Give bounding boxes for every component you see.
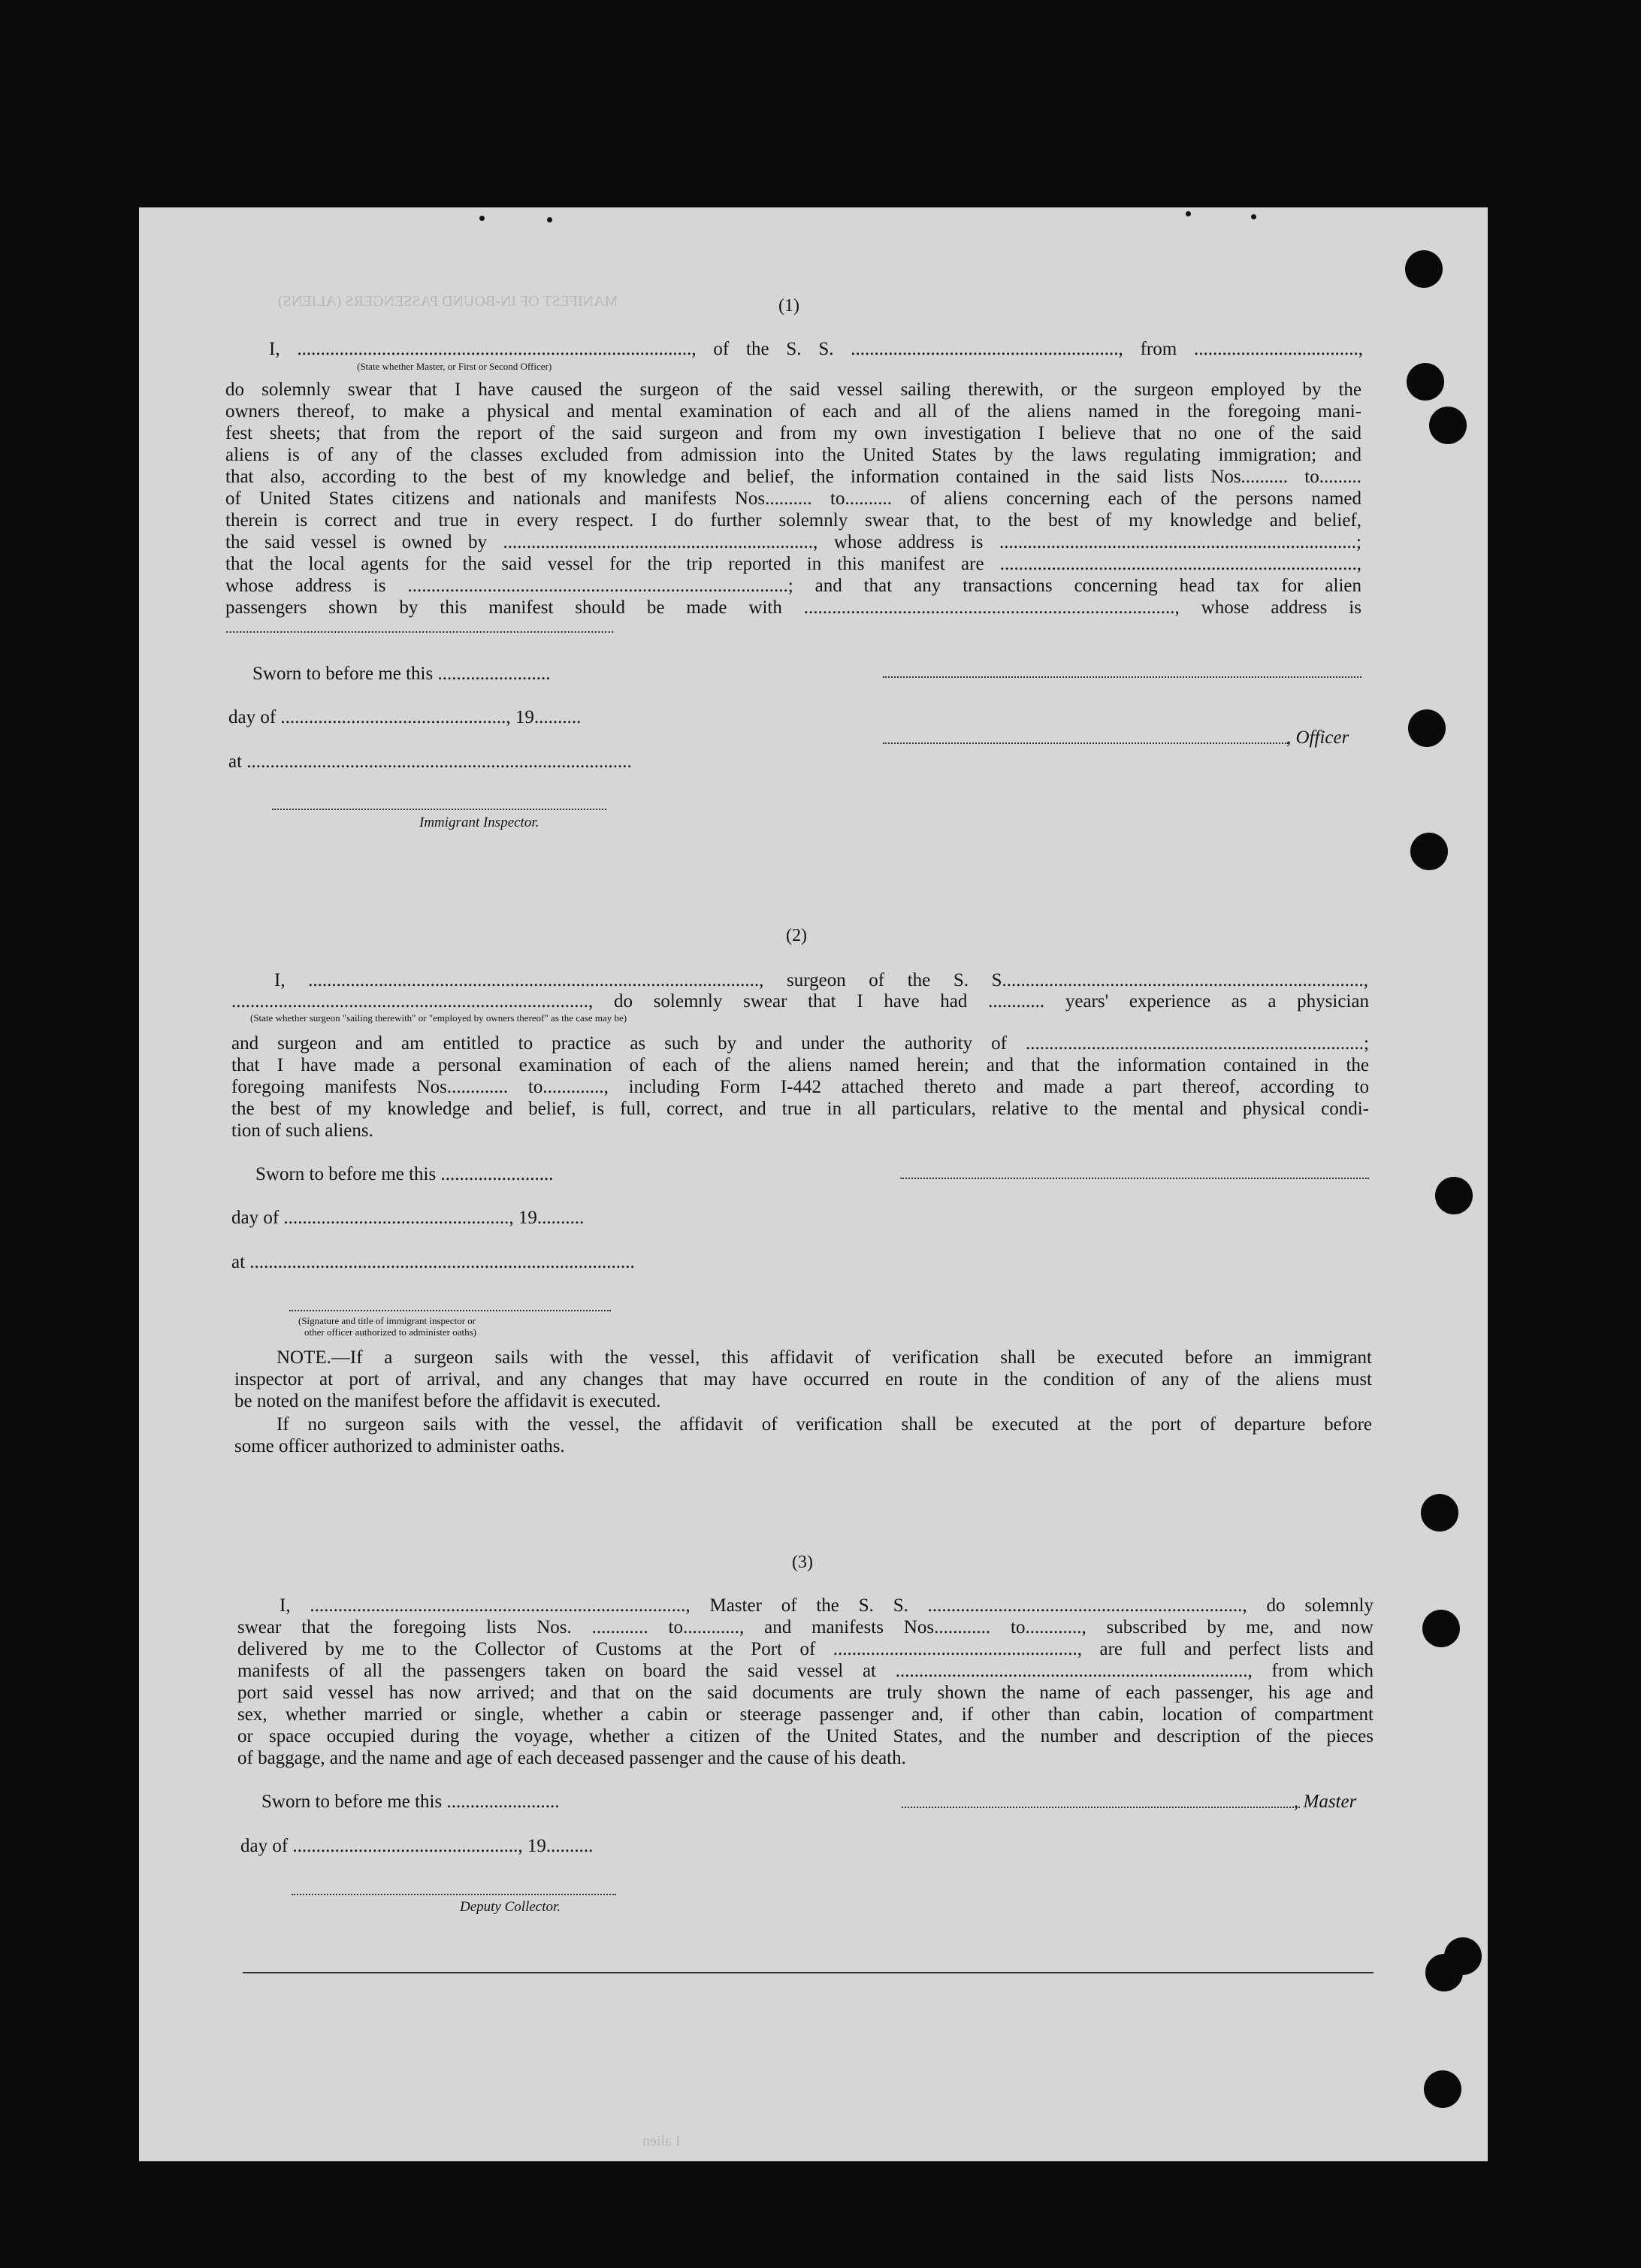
collector-signature-line xyxy=(292,1894,616,1895)
section-2-body-line: foregoing manifests Nos............. to............., including Form I-442 attached thereto and made a part thereof, according to xyxy=(231,1077,1369,1097)
punch-hole xyxy=(1422,1610,1460,1647)
section-1-body-line: that the local agents for the said vessel for the trip reported in this manifest are ............................................................................, xyxy=(225,554,1361,574)
section-1-body-line: the said vessel is owned by .................................................................., whose address is ............................................................................; xyxy=(225,532,1361,552)
section-2-body-line: the best of my knowledge and belief, is full, correct, and true in all particulars, relative to the mental and physical condi- xyxy=(231,1099,1369,1119)
signature-line xyxy=(900,1178,1369,1179)
day-line: day of ................................................, 19.......... xyxy=(228,707,582,727)
section-1-body-line: of United States citizens and nationals and manifests Nos.......... to.......... of aliens concerning each of the persons named xyxy=(225,488,1361,509)
section-1-body-line: passengers shown by this manifest should be made with ..............................................................................., whose address is xyxy=(225,597,1361,618)
punch-hole xyxy=(1407,363,1444,401)
section-1-body-line: owners thereof, to make a physical and mental examination of each and all of the aliens named in the foregoing mani- xyxy=(225,401,1361,422)
section-1-body-line: whose address is .................................................................................; and that any transactions concerning head tax for alien xyxy=(225,576,1361,596)
section-1-note: (State whether Master, or First or Second Officer) xyxy=(357,361,552,372)
at-line: at .................................................................................. xyxy=(231,1252,635,1272)
signature-note: other officer authorized to administer oaths) xyxy=(304,1326,476,1338)
punch-hole xyxy=(1444,1937,1482,1975)
day-line: day of ................................................, 19.......... xyxy=(231,1208,585,1228)
punch-hole xyxy=(1410,833,1448,870)
day-line: day of ................................................, 19.......... xyxy=(240,1836,594,1856)
section-2-line-1: I, ................................................................................................, surgeon of the S. S............................................................................., xyxy=(274,970,1368,990)
speck xyxy=(1251,214,1256,219)
officer-signature-line xyxy=(883,742,1289,744)
sworn-line: Sworn to before me this ........................ xyxy=(252,664,551,684)
punch-hole xyxy=(1408,709,1446,747)
section-3-body-line: sex, whether married or single, whether a cabin or steerage passenger and, if other than cabin, location of compartment xyxy=(237,1704,1374,1725)
section-1-line-1: I, ...................................................................................., of the S. S. ........................................................., from ..................................., xyxy=(269,339,1363,359)
sworn-line: Sworn to before me this ........................ xyxy=(255,1164,554,1184)
sworn-line: Sworn to before me this ........................ xyxy=(261,1792,560,1812)
signature-note: (Signature and title of immigrant inspector or xyxy=(298,1315,476,1326)
inspector-title: Immigrant Inspector. xyxy=(419,815,539,830)
note-line: inspector at port of arrival, and any changes that may have occurred en route in the condition of any of the aliens must xyxy=(234,1369,1372,1390)
signature-line xyxy=(883,676,1361,678)
section-1-heading: (1) xyxy=(778,296,799,316)
punch-hole xyxy=(1421,1494,1458,1532)
master-title: , Master xyxy=(1294,1792,1357,1812)
bottom-rule xyxy=(243,1972,1374,1973)
punch-hole xyxy=(1405,250,1443,288)
note-line: be noted on the manifest before the affidavit is executed. xyxy=(234,1391,661,1411)
note-line: some officer authorized to administer oaths. xyxy=(234,1436,565,1456)
bleed-through-text: MANIFEST OF IN-BOUND PASSENGERS (ALIENS) xyxy=(278,293,618,310)
section-2-body-line: and surgeon and am entitled to practice as such by and under the authority of ........................................................................; xyxy=(231,1033,1369,1054)
section-3-body-line: of baggage, and the name and age of each deceased passenger and the cause of his death. xyxy=(237,1748,906,1768)
speck xyxy=(1186,211,1191,216)
section-1-body-line: fest sheets; that from the report of the said surgeon and from my own investigation I believe that no one of the said xyxy=(225,423,1361,443)
section-3-body-line: delivered by me to the Collector of Customs at the Port of ...................................................., are full and perfect lists and xyxy=(237,1639,1374,1659)
section-3-heading: (3) xyxy=(792,1553,813,1572)
punch-hole xyxy=(1435,1177,1473,1214)
inspector-signature-line xyxy=(289,1310,611,1311)
section-3-body-line: port said vessel has now arrived; and that on the said documents are truly shown the name of each passenger, his age and xyxy=(237,1683,1374,1703)
section-3-body-line: swear that the foregoing lists Nos. ............ to............, and manifests Nos............ to............, subscribed by me, and now xyxy=(237,1617,1374,1637)
section-3-body-line: manifests of all the passengers taken on board the said vessel at ..........................................................................., from which xyxy=(237,1661,1374,1681)
collector-title: Deputy Collector. xyxy=(460,1899,561,1915)
section-2-line-2: ............................................................................, do solemnly swear that I have had ............ years' experience as a physician xyxy=(231,991,1369,1012)
section-2-heading: (2) xyxy=(786,926,807,945)
section-1-body-line: therein is correct and true in every respect. I do further solemnly swear that, to the best of my knowledge and belief, xyxy=(225,510,1361,531)
section-1-body-line: do solemnly swear that I have caused the surgeon of the said vessel sailing therewith, or the surgeon employed by the xyxy=(225,380,1361,400)
speck xyxy=(547,217,552,222)
officer-title: , Officer xyxy=(1286,727,1349,748)
master-signature-line xyxy=(902,1807,1300,1808)
punch-hole xyxy=(1429,407,1467,444)
section-2-body-line: that I have made a personal examination of each of the aliens named herein; and that the information contained in the xyxy=(231,1055,1369,1075)
note-line: If no surgeon sails with the vessel, the affidavit of verification shall be executed at the port of departure before xyxy=(277,1414,1372,1435)
section-3-body-line: or space occupied during the voyage, whether a citizen of the United States, and the number and description of the pieces xyxy=(237,1726,1374,1746)
section-1-body-line: that also, according to the best of my knowledge and belief, the information contained in the said lists Nos.......... to......... xyxy=(225,467,1361,487)
section-1-body-line: aliens is of any of the classes excluded from admission into the United States by the laws regulating immigration; and xyxy=(225,445,1361,465)
inspector-signature-line xyxy=(272,809,606,810)
punch-hole xyxy=(1424,2070,1461,2108)
section-2-body-line: tion of such aliens. xyxy=(231,1120,373,1141)
note-line: NOTE.—If a surgeon sails with the vessel, this affidavit of verification shall be executed before an immigrant xyxy=(277,1347,1372,1368)
section-2-note: (State whether surgeon "sailing therewith" or "employed by owners thereof" as the case may be) xyxy=(250,1012,627,1024)
at-line: at .................................................................................. xyxy=(228,751,632,772)
speck xyxy=(479,216,485,221)
section-1-tail-dots: ................................................................................................................... xyxy=(225,621,615,636)
bleed-through-text: I alien xyxy=(642,2133,681,2149)
section-3-body-line: I, ................................................................................, Master of the S. S. ..................................................................., do solemnly xyxy=(280,1595,1374,1616)
